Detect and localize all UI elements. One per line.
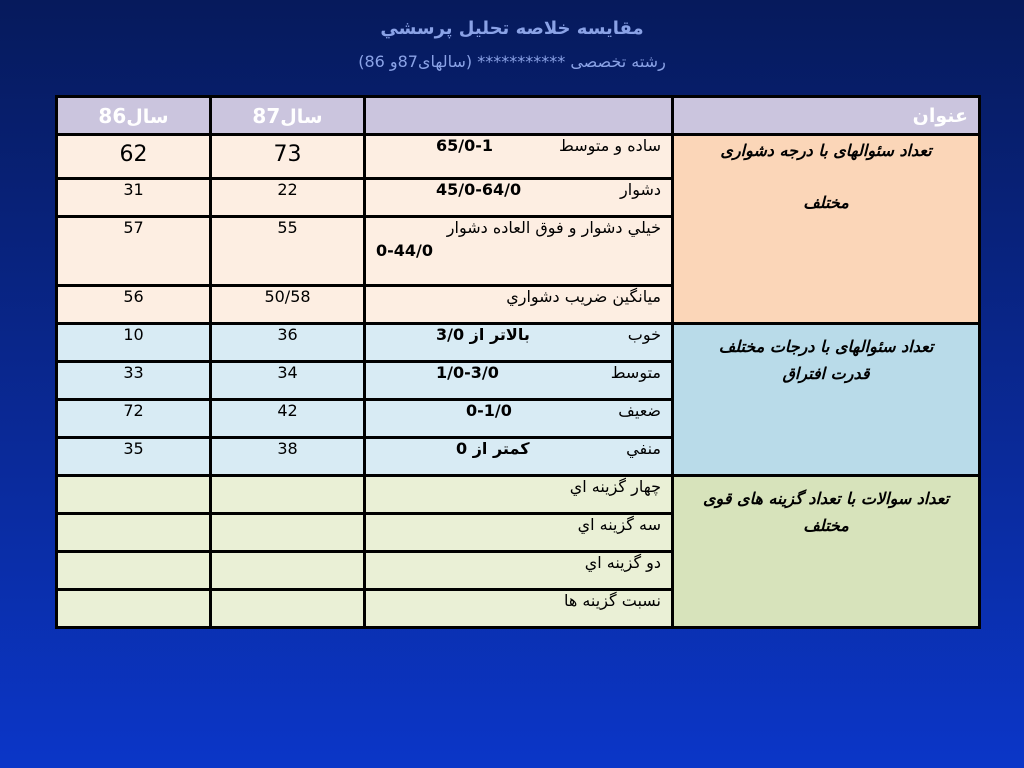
table-header-row <box>57 97 980 135</box>
row-label-cell <box>365 362 673 400</box>
row-range: 1/0-3/0 <box>436 363 499 382</box>
value-87: 36 <box>211 324 365 362</box>
row-label-cell <box>365 324 673 362</box>
header-year-87-prefix: سال <box>280 105 323 128</box>
group-difficulty-line2: مختلف <box>803 193 849 213</box>
group-options-line1: تعداد سوالات با تعداد گزينه های قوی <box>703 489 949 508</box>
value-86: 33 <box>57 362 211 400</box>
row-range: بالاتر از 3/0 <box>436 325 530 344</box>
row-label-cell <box>365 552 673 590</box>
row-range: کمتر از 0 <box>456 439 530 458</box>
row-range: 65/0-1 <box>436 136 494 155</box>
value-86 <box>57 552 211 590</box>
value-86: 35 <box>57 438 211 476</box>
row-label: سه گزينه اي <box>577 515 661 534</box>
row-label: خيلي دشوار و فوق العاده دشوار <box>446 218 661 237</box>
row-label-cell <box>365 514 673 552</box>
group-options-line2: مختلف <box>803 516 849 536</box>
value-87: 55 <box>211 217 365 286</box>
header-year-86 <box>57 97 211 135</box>
row-label: چهار گزينه اي <box>569 477 661 496</box>
value-87: 42 <box>211 400 365 438</box>
row-label: دشوار <box>620 180 661 199</box>
comparison-table <box>55 95 981 629</box>
row-label-cell <box>365 135 673 179</box>
row-label-cell <box>365 286 673 324</box>
header-year-87 <box>211 97 365 135</box>
value-87 <box>211 552 365 590</box>
header-sub-cell <box>365 97 673 135</box>
value-86: 72 <box>57 400 211 438</box>
row-label: ضعيف <box>618 401 661 420</box>
value-87: 38 <box>211 438 365 476</box>
value-87: 34 <box>211 362 365 400</box>
group-difficulty-line1: تعداد سئوالهای با درجه دشواری <box>720 141 932 160</box>
row-label-cell <box>365 438 673 476</box>
row-label: ميانگين ضريب دشواري <box>506 287 661 306</box>
row-label-cell <box>365 217 673 286</box>
row-label: دو گزينه اي <box>584 553 661 572</box>
value-86 <box>57 514 211 552</box>
header-title-cell: عنوان <box>673 97 980 135</box>
group-discrimination-line1: تعداد سئوالهای با درجات مختلف <box>718 337 934 356</box>
page-subtitle: رشته تخصصی *********** (سالهای87و 86) <box>358 52 666 71</box>
value-86: 62 <box>57 135 211 179</box>
row-range: 0-44/0 <box>376 241 434 260</box>
row-label: خوب <box>627 325 661 344</box>
value-86: 10 <box>57 324 211 362</box>
table-row <box>57 324 980 362</box>
value-86: 31 <box>57 179 211 217</box>
row-label-cell <box>365 476 673 514</box>
group-discrimination-label <box>673 324 980 476</box>
page-title: مقايسه خلاصه تحليل پرسشي <box>380 18 644 39</box>
group-discrimination-line2: قدرت افتراق <box>782 364 870 384</box>
row-label-cell <box>365 179 673 217</box>
row-range: 45/0-64/0 <box>436 180 522 199</box>
group-options-label <box>673 476 980 628</box>
row-label: متوسط <box>610 363 661 382</box>
table-row <box>57 135 980 179</box>
row-label-cell <box>365 590 673 628</box>
row-label: ساده و متوسط <box>559 136 661 155</box>
row-label-cell <box>365 400 673 438</box>
value-87 <box>211 514 365 552</box>
row-range: 0-1/0 <box>466 401 512 420</box>
value-87 <box>211 590 365 628</box>
value-87: 22 <box>211 179 365 217</box>
value-86 <box>57 476 211 514</box>
group-difficulty-label <box>673 135 980 324</box>
value-87 <box>211 476 365 514</box>
value-86: 57 <box>57 217 211 286</box>
value-87: 73 <box>211 135 365 179</box>
header-year-87-number: 87 <box>252 103 281 128</box>
row-label: منفي <box>626 439 661 458</box>
table-row <box>57 476 980 514</box>
value-87: 50/58 <box>211 286 365 324</box>
value-86 <box>57 590 211 628</box>
header-year-86-number: 86 <box>98 103 127 128</box>
value-86: 56 <box>57 286 211 324</box>
row-label: نسبت گزينه ها <box>563 591 661 610</box>
header-year-86-prefix: سال <box>126 105 169 128</box>
